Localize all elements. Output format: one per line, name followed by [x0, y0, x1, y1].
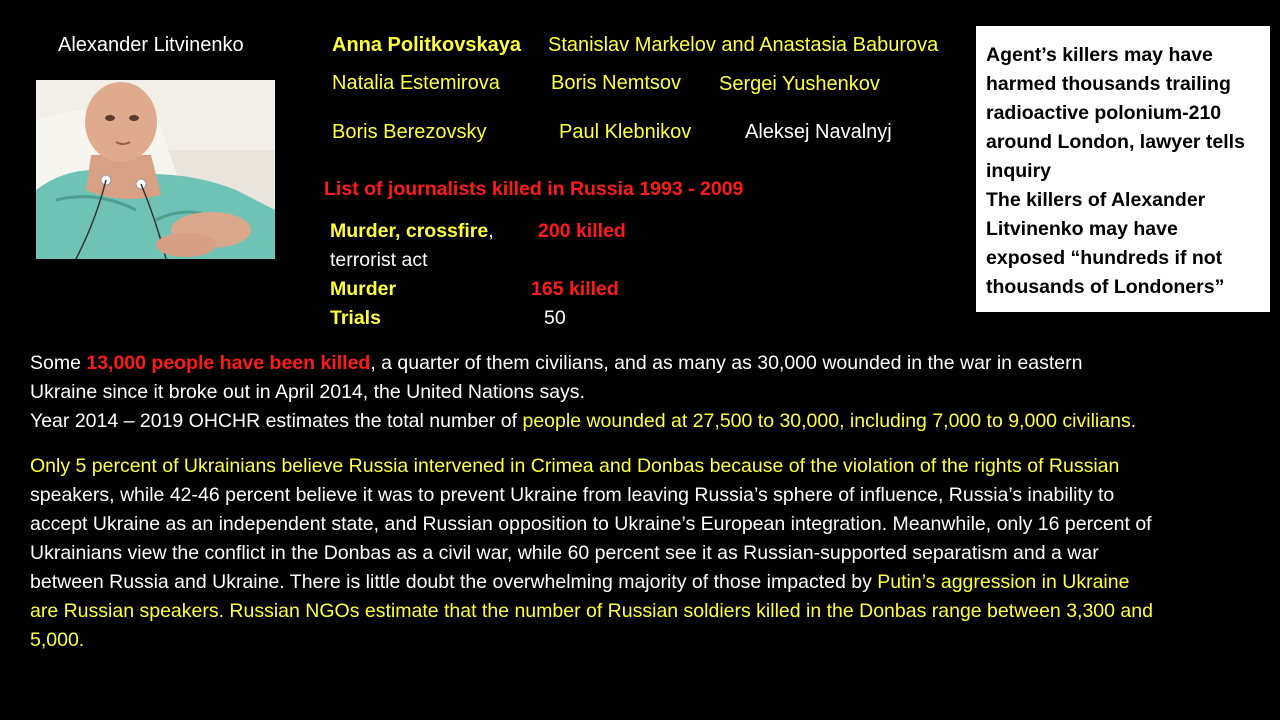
row-crossfire-label-line2: terrorist act — [330, 249, 428, 271]
litvinenko-photo — [36, 80, 275, 259]
victim-boris-berezovsky: Boris Berezovsky — [332, 121, 487, 143]
infobox-line: inquiry — [986, 160, 1052, 182]
victim-boris-nemtsov: Boris Nemtsov — [551, 72, 682, 94]
survey-line-6: are Russian speakers. Russian NGOs estimate that the number of Russian soldiers killed in the Donbas range between 3,300 and — [30, 600, 1153, 622]
survey-line-7: 5,000. — [30, 629, 85, 651]
victim-sergei-yushenkov: Sergei Yushenkov — [719, 73, 880, 95]
row-trials-label: Trials — [330, 307, 381, 329]
casualties-line-1: Some 13,000 people have been killed, a quarter of them civilians, and as many as 30,000 wounded in the war in eastern — [30, 352, 1083, 374]
casualties-paragraph — [30, 349, 1270, 436]
row-crossfire-label: Murder, crossfire, — [330, 220, 494, 242]
infobox-line: thousands of Londoners” — [986, 276, 1225, 298]
row-crossfire-value: 200 killed — [538, 220, 626, 242]
aggression-highlight: Putin’s aggression in Ukraine — [877, 571, 1130, 593]
victim-paul-klebnikov: Paul Klebnikov — [559, 121, 692, 143]
survey-line-1: Only 5 percent of Ukrainians believe Russia intervened in Crimea and Donbas because of the violation of the rights of Russian — [30, 455, 1120, 477]
victim-markelov-baburova: Stanislav Markelov and Anastasia Baburova — [548, 34, 939, 56]
killed-count-highlight: 13,000 people have been killed — [86, 352, 371, 374]
photo-caption: Alexander Litvinenko — [58, 34, 244, 56]
infobox-line: Litvinenko may have — [986, 218, 1178, 240]
victim-anna-politkovskaya: Anna Politkovskaya — [332, 34, 521, 56]
survey-paragraph — [30, 452, 1270, 655]
wounded-highlight: people wounded at 27,500 to 30,000, including 7,000 to 9,000 civilians — [522, 410, 1131, 432]
victim-natalia-estemirova: Natalia Estemirova — [332, 72, 500, 94]
london-inquiry-box — [976, 26, 1270, 312]
casualties-line-3: Year 2014 – 2019 OHCHR estimates the total number of people wounded at 27,500 to 30,000, including 7,000 to 9,000 civilians. — [30, 410, 1137, 432]
survey-line-3: accept Ukraine as an independent state, and Russian opposition to Ukraine’s European integration. Meanwhile, only 16 percent of — [30, 513, 1152, 535]
journalists-list-title: List of journalists killed in Russia 1993 - 2009 — [324, 178, 744, 200]
row-trials-value: 50 — [544, 307, 566, 329]
survey-line-2: speakers, while 42-46 percent believe it was to prevent Ukraine from leaving Russia’s sphere of influence, Russia’s inability to — [30, 484, 1115, 506]
row-murder-value: 165 killed — [531, 278, 619, 300]
infobox-line: harmed thousands trailing — [986, 73, 1231, 95]
infobox-line: The killers of Alexander — [986, 189, 1206, 211]
row-murder-label: Murder — [330, 278, 397, 300]
casualties-line-2: Ukraine since it broke out in April 2014, the United Nations says. — [30, 381, 585, 403]
survey-line-4: Ukrainians view the conflict in the Donbas as a civil war, while 60 percent see it as Russian-supported separatism and a war — [30, 542, 1099, 564]
infobox-line: around London, lawyer tells — [986, 131, 1245, 153]
victim-aleksej-navalnyj: Aleksej Navalnyj — [745, 121, 892, 143]
infobox-line: exposed “hundreds if not — [986, 247, 1223, 269]
infobox-line: radioactive polonium-210 — [986, 102, 1222, 124]
infobox-line: Agent’s killers may have — [986, 44, 1213, 66]
survey-line-5: between Russia and Ukraine. There is little doubt the overwhelming majority of those impacted by Putin’s aggression in Ukraine — [30, 571, 1130, 593]
